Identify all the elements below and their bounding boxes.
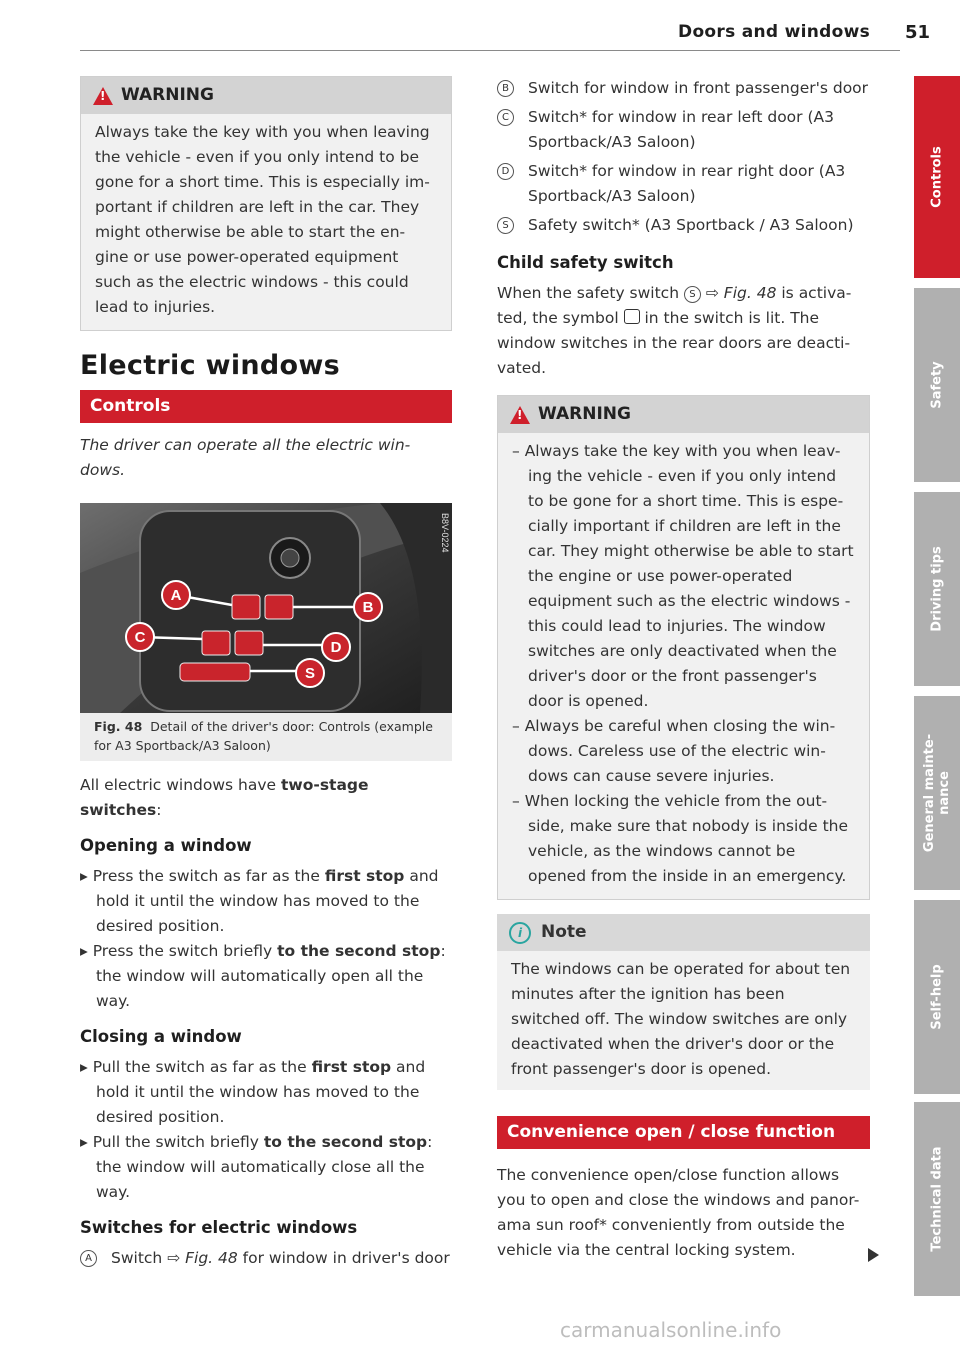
- callout-c: C: [134, 629, 146, 646]
- side-tab-controls[interactable]: Controls: [914, 76, 960, 278]
- warning-text: Always take the key with you when leaving the vehicle - even if you only intend to be gone for a short time. This is especially im-portant if children are left in the car. They might otherwise be able to start the en-gine or use power-operated equipment such as the electric windows - this could lead to injuries.: [95, 123, 430, 316]
- side-tab-driving-tips[interactable]: Driving tips: [914, 492, 960, 686]
- warning-triangle-icon: [93, 87, 113, 105]
- child-safety-heading: Child safety switch: [497, 253, 674, 272]
- warning-box: [80, 76, 452, 331]
- callout-d: D: [330, 639, 342, 656]
- running-header-title: Doors and windows: [678, 22, 870, 42]
- warning-title: WARNING: [121, 85, 214, 105]
- switch-item-b: B Switch for window in front passenger's door: [497, 76, 870, 101]
- child-safety-text: When the safety switch S ⇨ Fig. 48 is activa-ted, the symbol in the switch is lit. The window switches in the rear doors are deacti-vated.: [497, 284, 852, 377]
- figure-caption: Fig. 48 Detail of the driver's door: Controls (example for A3 Sportback/A3 Saloon): [94, 719, 433, 753]
- opening-heading: Opening a window: [80, 836, 252, 855]
- switch-item-a: A Switch ⇨ Fig. 48 for window in driver's door: [80, 1246, 452, 1271]
- switches-heading: Switches for electric windows: [80, 1218, 358, 1237]
- warning-triangle-icon: [510, 406, 530, 424]
- figure-link[interactable]: ⇨ Fig. 48: [167, 1249, 238, 1267]
- note-text: The windows can be operated for about ten minutes after the ignition has been switched off. The window switches are only deactivated when the driver's door or the front passenger's door is opened.: [497, 951, 870, 1090]
- convenience-text: The convenience open/close function allows you to open and close the windows and panor-ama sun roof* conveniently from outside the vehicle via the central locking system.: [497, 1166, 860, 1259]
- side-tab-self-help[interactable]: Self-help: [914, 900, 960, 1094]
- switch-item-s: S Safety switch* (A3 Sportback / A3 Saloon): [497, 213, 870, 238]
- door-controls-illustration: [80, 503, 452, 713]
- opening-step-2: ▸ Press the switch briefly to the second stop: the window will automatically open all the way.: [80, 942, 446, 1010]
- letter-a-icon: A: [80, 1250, 97, 1267]
- continue-arrow-icon: [868, 1248, 879, 1262]
- note-header: i Note: [497, 914, 870, 951]
- page-number: 51: [904, 22, 930, 43]
- left-column: [80, 76, 452, 1275]
- warning-header: [81, 77, 451, 114]
- warning-item-2: – Always be careful when closing the win-dows. Careless use of the electric win-dows can cause severe injuries.: [512, 717, 836, 785]
- intro-text: The driver can operate all the electric win-dows.: [80, 436, 411, 479]
- closing-step-1: ▸ Pull the switch as far as the first stop and hold it until the window has moved to the desired position.: [80, 1058, 426, 1126]
- warning-item-3: – When locking the vehicle from the out-side, make sure that nobody is inside the vehicle, as the windows cannot be opened from the inside in an emergency.: [512, 792, 849, 885]
- warning-header-2: ! WARNING: [498, 396, 869, 433]
- side-tab-technical-data[interactable]: Technical data: [914, 1102, 960, 1296]
- child-lock-icon: [624, 309, 640, 324]
- figure-link-2[interactable]: ⇨ Fig. 48: [700, 284, 777, 302]
- callout-b: B: [362, 599, 374, 616]
- subsection-bar: Controls: [80, 390, 452, 423]
- closing-step-2: ▸ Pull the switch briefly to the second stop: the window will automatically close all the way.: [80, 1133, 433, 1201]
- info-icon: i: [509, 922, 531, 944]
- switch-item-c: C Switch* for window in rear left door (A3 Sportback/A3 Saloon): [497, 105, 870, 155]
- figure-code: B8V-0224: [440, 513, 450, 553]
- closing-heading: Closing a window: [80, 1027, 242, 1046]
- figure: [80, 503, 452, 761]
- side-tab-general-maintenance[interactable]: General mainte- nance: [914, 696, 960, 890]
- switch-item-d: D Switch* for window in rear right door (A3 Sportback/A3 Saloon): [497, 159, 870, 209]
- right-column: [497, 76, 870, 1263]
- callout-s: S: [304, 665, 316, 682]
- warning-item-1: – Always take the key with you when leav-ing the vehicle - even if you only intend to be gone for a short time. This is espe-cially important if children are left in the car. They might otherwise be able to start the engine or use power-operated equipment such as the electric windows - this could lead to injuries. The window switches are only deactivated when the driver's door or the front passenger's door is opened.: [512, 442, 854, 710]
- watermark: carmanualsonline.info: [560, 1318, 782, 1342]
- opening-step-1: ▸ Press the switch as far as the first stop and hold it until the window has moved to the desired position.: [80, 867, 439, 935]
- note-box: [497, 914, 870, 1090]
- section-heading: Electric windows: [80, 350, 341, 381]
- callout-a: A: [170, 587, 182, 604]
- two-stage-text: All electric windows have two-stage switches:: [80, 776, 369, 819]
- convenience-heading: Convenience open / close function: [497, 1116, 870, 1149]
- header-rule: [80, 50, 900, 51]
- warning-box-2: [497, 395, 870, 900]
- side-tab-safety[interactable]: Safety: [914, 288, 960, 482]
